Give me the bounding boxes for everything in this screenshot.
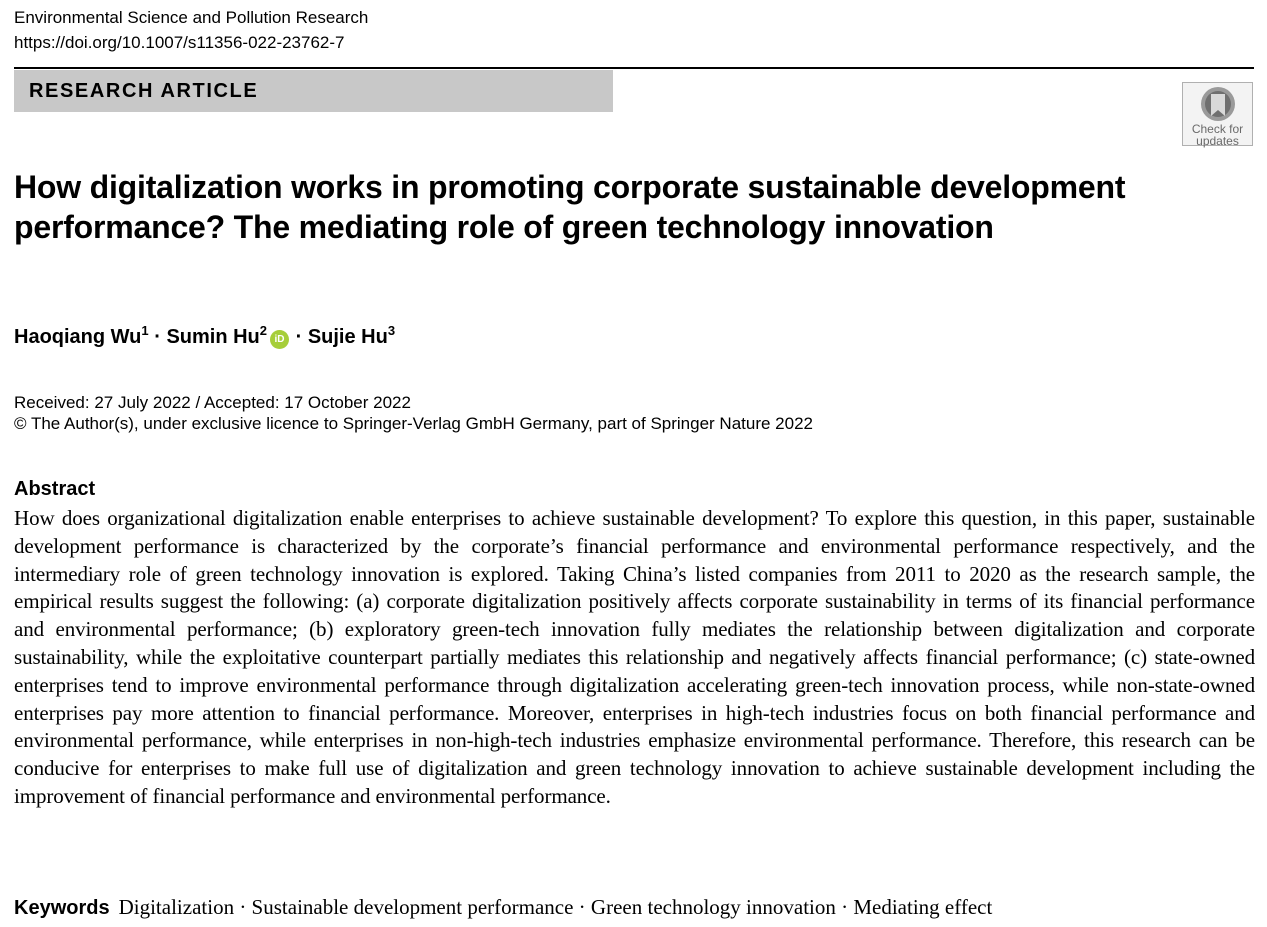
article-type-label: RESEARCH ARTICLE [29, 80, 259, 102]
keywords-list: Digitalization · Sustainable development performance · Green technology innovation · Mediating effect [118, 895, 993, 919]
copyright-notice: © The Author(s), under exclusive licence to Springer-Verlag GmbH Germany, part of Springer Nature 2022 [14, 414, 813, 433]
author-affiliation: 3 [387, 323, 396, 338]
author-name[interactable]: Haoqiang Wu [14, 326, 142, 348]
article-type-banner [14, 70, 613, 112]
orcid-icon[interactable]: iD [270, 330, 289, 349]
author-name[interactable]: Sumin Hu [166, 326, 260, 348]
journal-name: Environmental Science and Pollution Research [14, 8, 369, 27]
header-rule [14, 67, 1254, 69]
keywords-label: Keywords [14, 897, 110, 919]
author-separator: · [295, 326, 303, 348]
article-title: How digitalization works in promoting corporate sustainable development performance? The mediating role of green technology innovation [14, 169, 1126, 245]
abstract-heading: Abstract [14, 478, 96, 500]
bookmark-ribbon-icon [1198, 86, 1238, 122]
check-for-updates-label: Check for updates [1191, 122, 1244, 148]
author-affiliation: 2 [259, 323, 268, 338]
author-separator: · [154, 326, 161, 348]
keywords-section [14, 893, 992, 924]
abstract-body: How does organizational digitalization enable enterprises to achieve sustainable development? To explore this question, in this paper, sustainable development performance is characterized by the corporate’s financial performance and environmental performance respectively, and the intermediary role of green technology innovation is explored. Taking China’s listed companies from 2011 to 2020 as the research sample, the empirical results suggest the following: (a) corporate digitalization positively affects corporate sustainability in terms of its financial performance and environmental performance; (b) exploratory green-tech innovation fully mediates the relationship between digitalization and corporate sustainability, while the exploitative counterpart partially mediates this relationship and negatively affects financial performance; (c) state-owned enterprises tend to improve environmental performance through digitalization accelerating green-tech innovation process, while non-state-owned enterprises pay more attention to financial performance. Moreover, enterprises in high-tech industries focus on both financial performance and environmental performance, while enterprises in non-high-tech industries emphasize environmental performance. Therefore, this research can be conducive for enterprises to make full use of digitalization and green technology innovation to achieve sustainable development including the improvement of financial performance and environmental performance. [14, 506, 1255, 808]
check-for-updates-button[interactable] [1182, 82, 1253, 146]
author-name[interactable]: Sujie Hu [307, 326, 388, 348]
author-list [14, 324, 395, 350]
received-accepted-dates: Received: 27 July 2022 / Accepted: 17 October 2022 [14, 393, 411, 412]
doi-link[interactable]: https://doi.org/10.1007/s11356-022-23762-7 [14, 33, 345, 52]
author-affiliation: 1 [141, 323, 149, 338]
